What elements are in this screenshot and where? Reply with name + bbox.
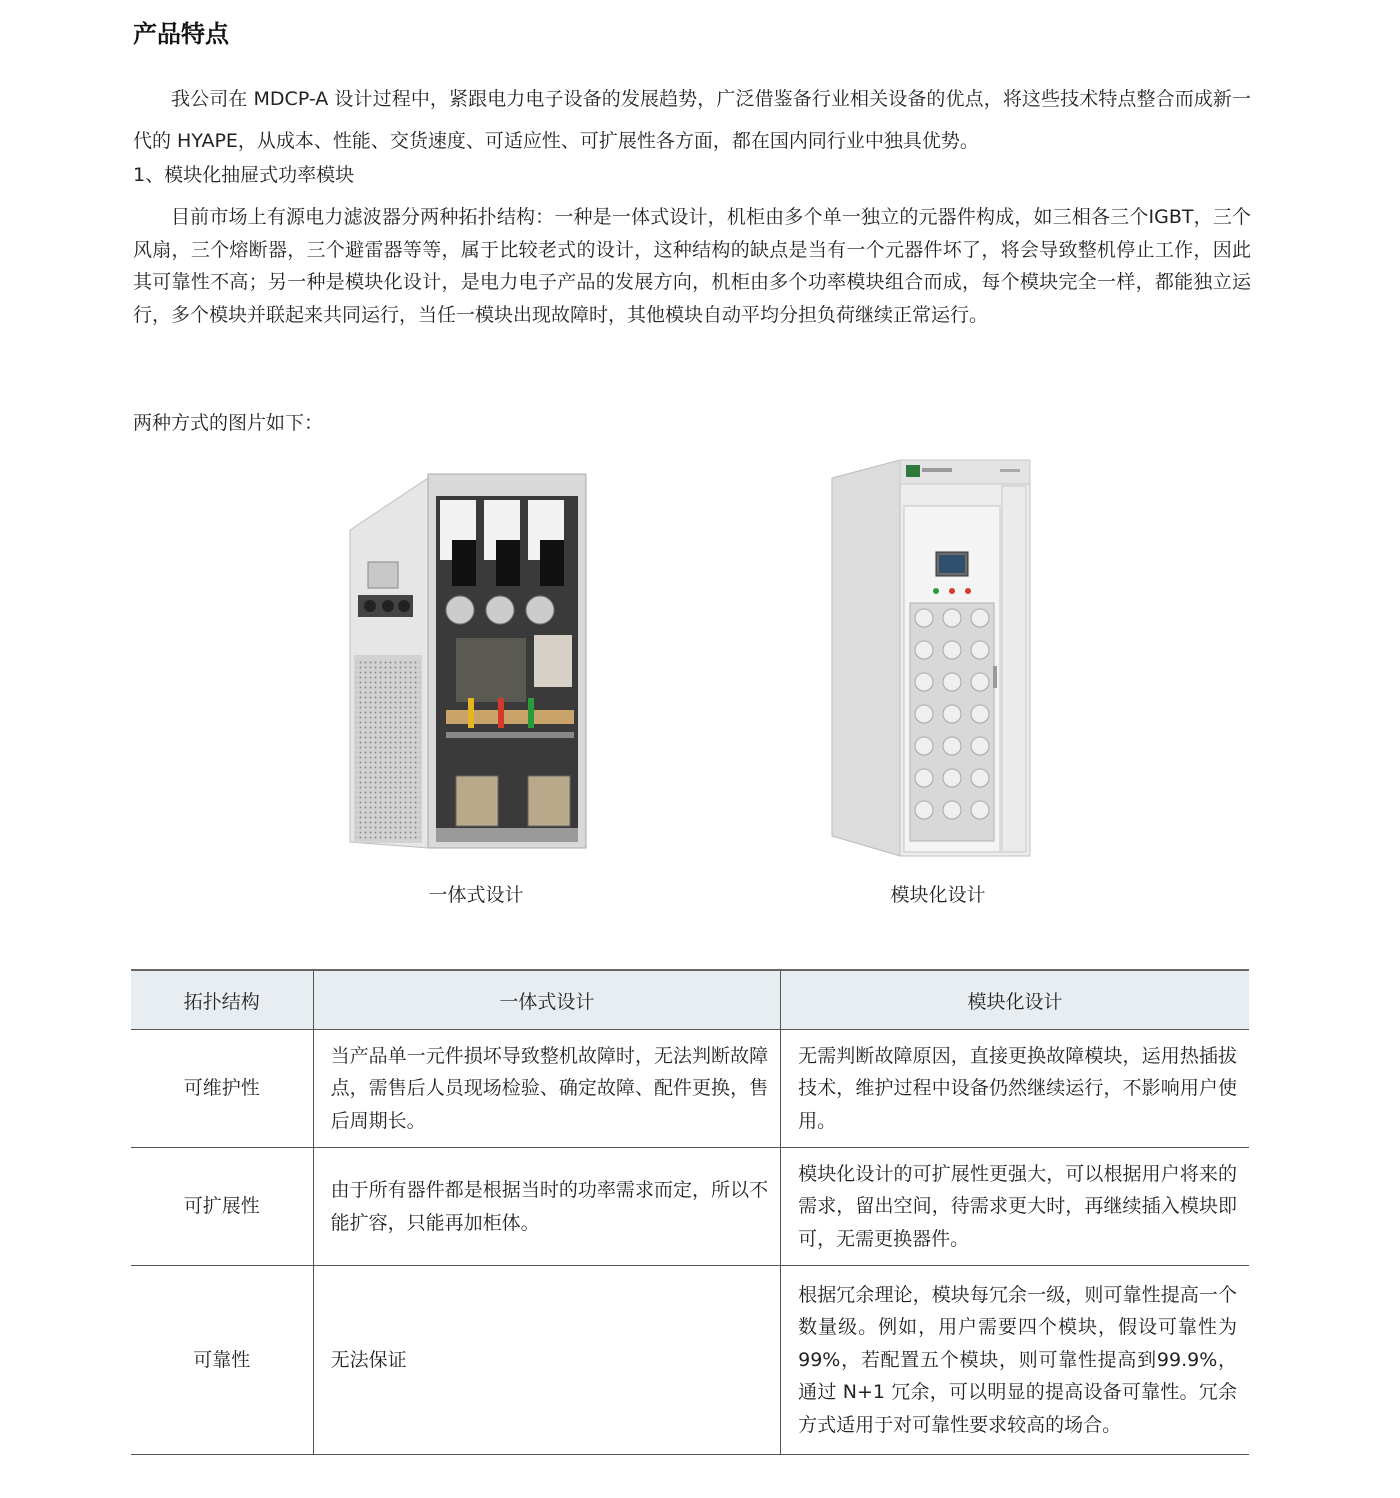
table-row bbox=[131, 1148, 1249, 1266]
cell-integrated: 无法保证 bbox=[313, 1266, 781, 1455]
row-label: 可维护性 bbox=[131, 1030, 313, 1148]
section1-body: 目前市场上有源电力滤波器分两种拓扑结构：一种是一体式设计，机柜由多个单一独立的元器件构成，如三相各三个IGBT，三个风扇，三个熔断器，三个避雷器等等，属于比较老式的设计，这种结构的缺点是当有一个元器件坏了，将会导致整机停止工作，因此其可靠性不高；另一种是模块化设计，是电力电子产品的发展方向，机柜由多个功率模块组合而成，每个模块完全一样，都能独立运行，多个模块并联起来共同运行，当任一模块出现故障时，其他模块自动平均分担负荷继续正常运行。 bbox=[133, 206, 1251, 326]
integrated-cabinet-image bbox=[348, 470, 588, 850]
image1-caption: 一体式设计 bbox=[428, 884, 524, 906]
image2-caption: 模块化设计 bbox=[890, 884, 986, 906]
images-intro: 两种方式的图片如下： bbox=[133, 412, 324, 434]
cell-modular: 根据冗余理论，模块每冗余一级，则可靠性提高一个数量级。例如，用户需要四个模块，假设可靠性为 99%，若配置五个模块，则可靠性提高到99.9%，通过 N+1 冗余，可以明显的提高设备可靠性。冗余方式适用于对可靠性要求较高的场合。 bbox=[781, 1266, 1249, 1455]
cell-modular: 无需判断故障原因，直接更换故障模块，运用热插拔技术，维护过程中设备仍然继续运行，不影响用户使用。 bbox=[781, 1030, 1249, 1148]
table-row bbox=[131, 1030, 1249, 1148]
header-integrated: 一体式设计 bbox=[313, 970, 781, 1030]
section1-heading: 1、模块化抽屉式功率模块 bbox=[133, 164, 355, 186]
cell-integrated: 当产品单一元件损坏导致整机故障时，无法判断故障点，需售后人员现场检验、确定故障、配件更换，售后周期长。 bbox=[313, 1030, 781, 1148]
row-label: 可靠性 bbox=[131, 1266, 313, 1455]
header-modular: 模块化设计 bbox=[781, 970, 1249, 1030]
row-label: 可扩展性 bbox=[131, 1148, 313, 1266]
modular-cabinet-image bbox=[828, 456, 1034, 858]
page-title: 产品特点 bbox=[133, 20, 229, 48]
cell-integrated: 由于所有器件都是根据当时的功率需求而定，所以不能扩容，只能再加柜体。 bbox=[313, 1148, 781, 1266]
cell-modular: 模块化设计的可扩展性更强大，可以根据用户将来的需求，留出空间，待需求更大时，再继续插入模块即可，无需更换器件。 bbox=[781, 1148, 1249, 1266]
header-topology: 拓扑结构 bbox=[131, 970, 313, 1030]
table-row bbox=[131, 1266, 1249, 1455]
table-header-row bbox=[131, 970, 1249, 1030]
intro-paragraph: 我公司在 MDCP-A 设计过程中，紧跟电力电子设备的发展趋势，广泛借鉴备行业相关设备的优点，将这些技术特点整合而成新一代的 HYAPE，从成本、性能、交货速度、可适应性、可扩展性各方面，都在国内同行业中独具优势。 bbox=[133, 88, 1251, 152]
comparison-table bbox=[131, 969, 1249, 1455]
